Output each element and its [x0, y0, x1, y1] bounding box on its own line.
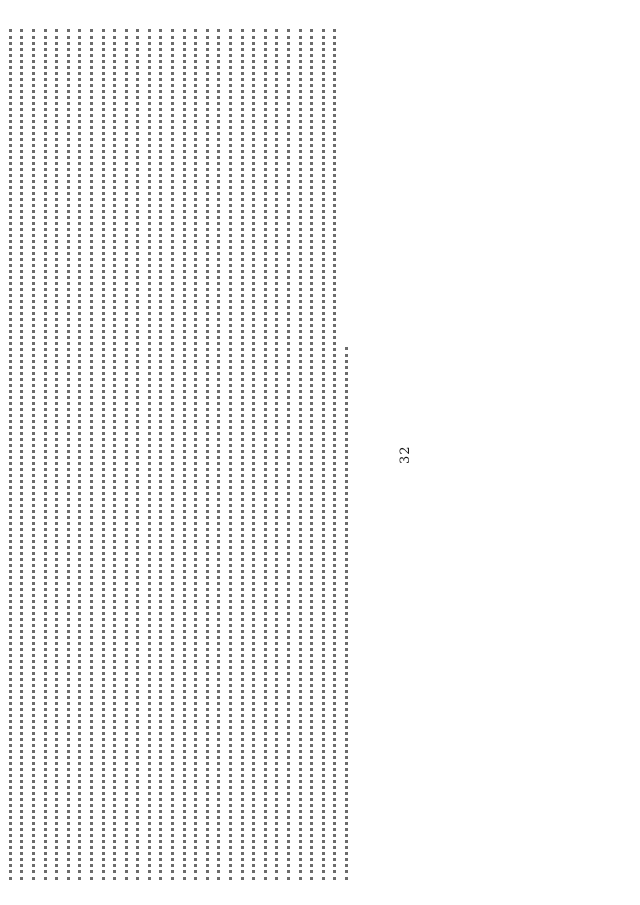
footnote-line	[310, 29, 322, 880]
footnote-line	[287, 29, 299, 880]
footnote-line	[252, 29, 264, 880]
footnote-line	[241, 29, 253, 880]
footnote-line	[78, 29, 90, 880]
footnote-line	[159, 29, 171, 880]
footnote-line	[44, 29, 56, 880]
page-number: 32	[398, 445, 413, 464]
footnote-line	[206, 29, 218, 880]
footnote-line	[67, 29, 79, 880]
footnote-line	[9, 29, 21, 880]
footnote-line	[171, 29, 183, 880]
footnote-line	[113, 29, 125, 880]
footnote-line	[299, 29, 311, 880]
footnote-line	[102, 29, 114, 880]
footnote-text-block	[0, 20, 357, 880]
footnote-line	[345, 347, 357, 880]
footnote-line	[275, 29, 287, 880]
footnote-line	[32, 29, 44, 880]
footnote-line	[148, 29, 160, 880]
footnote-line	[90, 29, 102, 880]
rotated-text-block	[0, 20, 420, 880]
footnote-line	[322, 29, 334, 880]
footnote-line	[333, 29, 345, 880]
footnote-line	[20, 29, 32, 880]
footnote-line	[183, 29, 195, 880]
footnote-line	[217, 29, 229, 880]
footnote-line	[136, 29, 148, 880]
footnote-line	[0, 29, 9, 880]
footnote-line	[264, 29, 276, 880]
footnote-line	[194, 29, 206, 880]
footnote-line	[229, 29, 241, 880]
footnote-line	[125, 29, 137, 880]
footnote-line	[55, 29, 67, 880]
